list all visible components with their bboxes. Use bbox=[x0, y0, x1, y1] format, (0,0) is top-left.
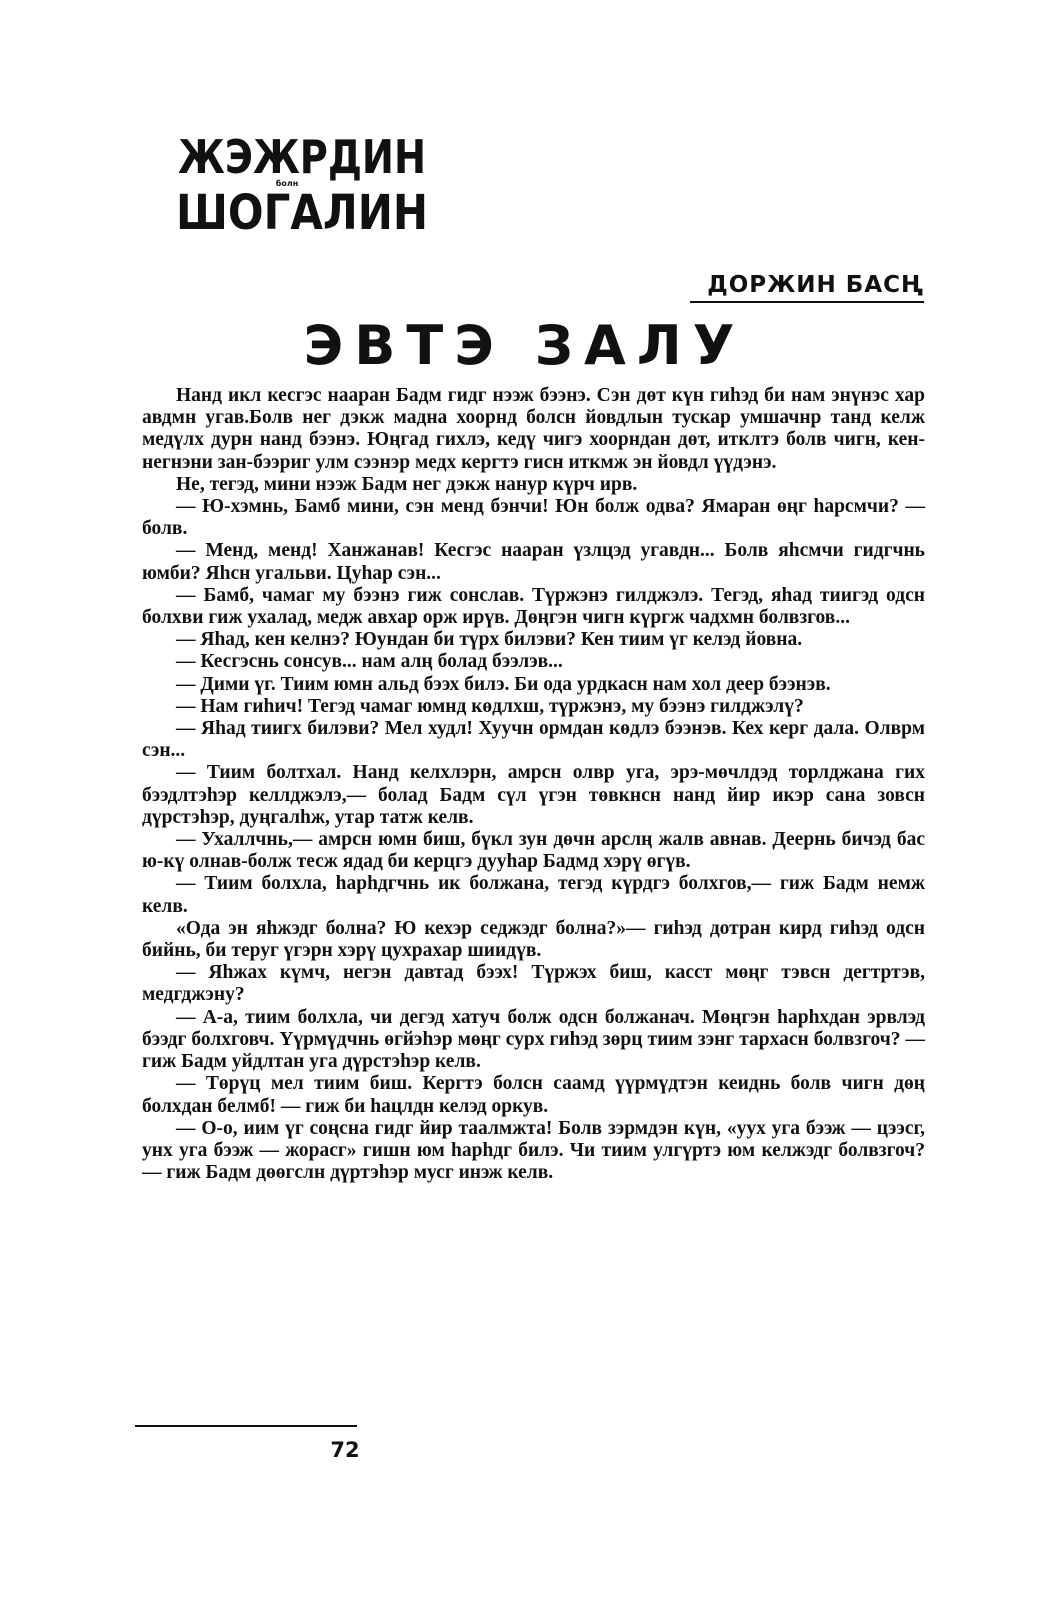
paragraph: Нанд икл кесгэс нааран Бадм гидг нээж бээнэ. Сэн дөт күн гиhэд би нам энүнэс хар авдмн угав.Болв нег дэкж мадна хоорнд болсн йовдлын тускар умшачнр танд келж медүлх дурн нанд бээнэ. Юңгад гихлэ, кедү чигэ хоорндан дөт, итклтэ болв чигн, кен-негнэни зан-бээриг улм сээнэр медх кергтэ гисн иткмж эн йовдл үүдэнэ. bbox=[142, 385, 925, 473]
logo-small-word: болн bbox=[275, 179, 299, 188]
paragraph: — Менд, менд! Ханжанав! Кесгэс нааран үзлцэд угавдн... Болв яhсмчи гидгчнь юмби? Яhсн угальви. Цуhар сэн... bbox=[142, 540, 925, 584]
paragraph: — Төрүц мел тиим биш. Кергтэ болсн саамд үүрмүдтэн кеиднь болв чигн дөң болхдан белмб! — гиж би hацлдн келэд оркув. bbox=[142, 1073, 925, 1117]
paragraph: — Ю-хэмнь, Бамб мини, сэн менд бэнчи! Юн болж одва? Ямаран өңг hарсмчи? — болв. bbox=[142, 496, 925, 540]
article-body bbox=[142, 385, 925, 1184]
logo-line-top: ЖЭЖРДИН bbox=[178, 130, 426, 184]
paragraph: — О-о, иим үг соңсна гидг йир таалмжта! Болв зэрмдэн күн, «уух уга бээж — цээсг, унх уга бээж — жорасг» гишн юм hарhдг билэ. Чи тиим улгүртэ юм келжэдг болвзгоч? — гиж Бадм дөөгслн дүртэhэр мусг инэж келв. bbox=[142, 1117, 925, 1184]
page-number: 72 bbox=[330, 1438, 360, 1462]
series-logo bbox=[175, 125, 430, 235]
paragraph: — Тиим болтхал. Нанд келхлэрн, амрсн олвр уга, эрэ-мөчлдэд торлджана гих бээдлтэhэр келлджэлэ,— болад Бадм сүл үгэн төвкнсн нанд йир икэр сана зовсн дүрстэhэр, дуңгалhж, утар татж келв. bbox=[142, 762, 925, 828]
footnote-divider bbox=[135, 1425, 357, 1427]
paragraph: — Кесгэснь сонсув... нам алң болад бээлэв... bbox=[176, 651, 563, 673]
paragraph: Не, тегэд, мини нээж Бадм нег дэкж нанур күрч ирв. bbox=[176, 473, 638, 495]
paragraph: — Нам гиhич! Тегэд чамаг юмнд көдлхш, түржэнэ, му бээнэ гилджэлү? bbox=[176, 695, 804, 717]
paragraph: — Дими үг. Тиим юмн альд бээх билэ. Би ода урдкасн нам хол деер бээнэв. bbox=[176, 673, 831, 695]
paragraph: — Яhжах күмч, негэн давтад бээх! Түржэх биш, касст мөңг тэвсн дегтртэв, медгджэну? bbox=[142, 962, 925, 1006]
paragraph: — Тиим болхла, hарhдгчнь ик болжана, тегэд күрдгэ болхгов,— гиж Бадм немж келв. bbox=[142, 873, 925, 917]
paragraph: — Бамб, чамаг му бээнэ гиж сонслав. Түржэнэ гилджэлэ. Тегэд, яhад тиигэд одсн болхви гиж ухалад, медж авхар орж ирүв. Дөңгэн чигн күргж чадхмн болвзгов... bbox=[142, 584, 925, 629]
paragraph: — Яhад тиигх билэви? Мел худл! Хуучн ормдан көдлэ бээнэв. Кех керг дала. Олврм сэн... bbox=[142, 718, 925, 762]
paragraph: — Ухаллчнь,— амрсн юмн биш, бүкл зун дөчн арслң жалв авнав. Деернь бичэд бас ю-кү олнав-болж тесж ядад би керцгэ дууhар Бадмд хэрү өгүв. bbox=[142, 829, 925, 873]
logo-line-bottom: ШОГАЛИН bbox=[176, 185, 428, 235]
series-logo-art bbox=[175, 125, 430, 235]
author-name: ДОРЖИН БАСҢ bbox=[690, 272, 924, 303]
paragraph: — А-а, тиим болхла, чи дегэд хатуч болж одсн болжанач. Мөңгэн hарhхдан эрвлэд бээдг болхговч. Үүрмүдчнь өгйэhэр мөңг сурх гиhэд зөрц тиим зэнг тархасн болвзгоч? — гиж Бадм уйдлтан уга дүрстэhэр келв. bbox=[142, 1006, 925, 1073]
article-title: ЭВТЭ ЗАЛУ bbox=[303, 314, 746, 377]
paragraph: «Ода эн яhжэдг болна? Ю кехэр седжэдг болна?»— гиhэд дотран кирд гиhэд одсн бийнь, би теруг үгэрн хэрү цухрахар шиидүв. bbox=[142, 917, 925, 962]
paragraph: — Яhад, кен келнэ? Юундан би түрх билэви? Кен тиим үг келэд йовна. bbox=[176, 629, 803, 651]
